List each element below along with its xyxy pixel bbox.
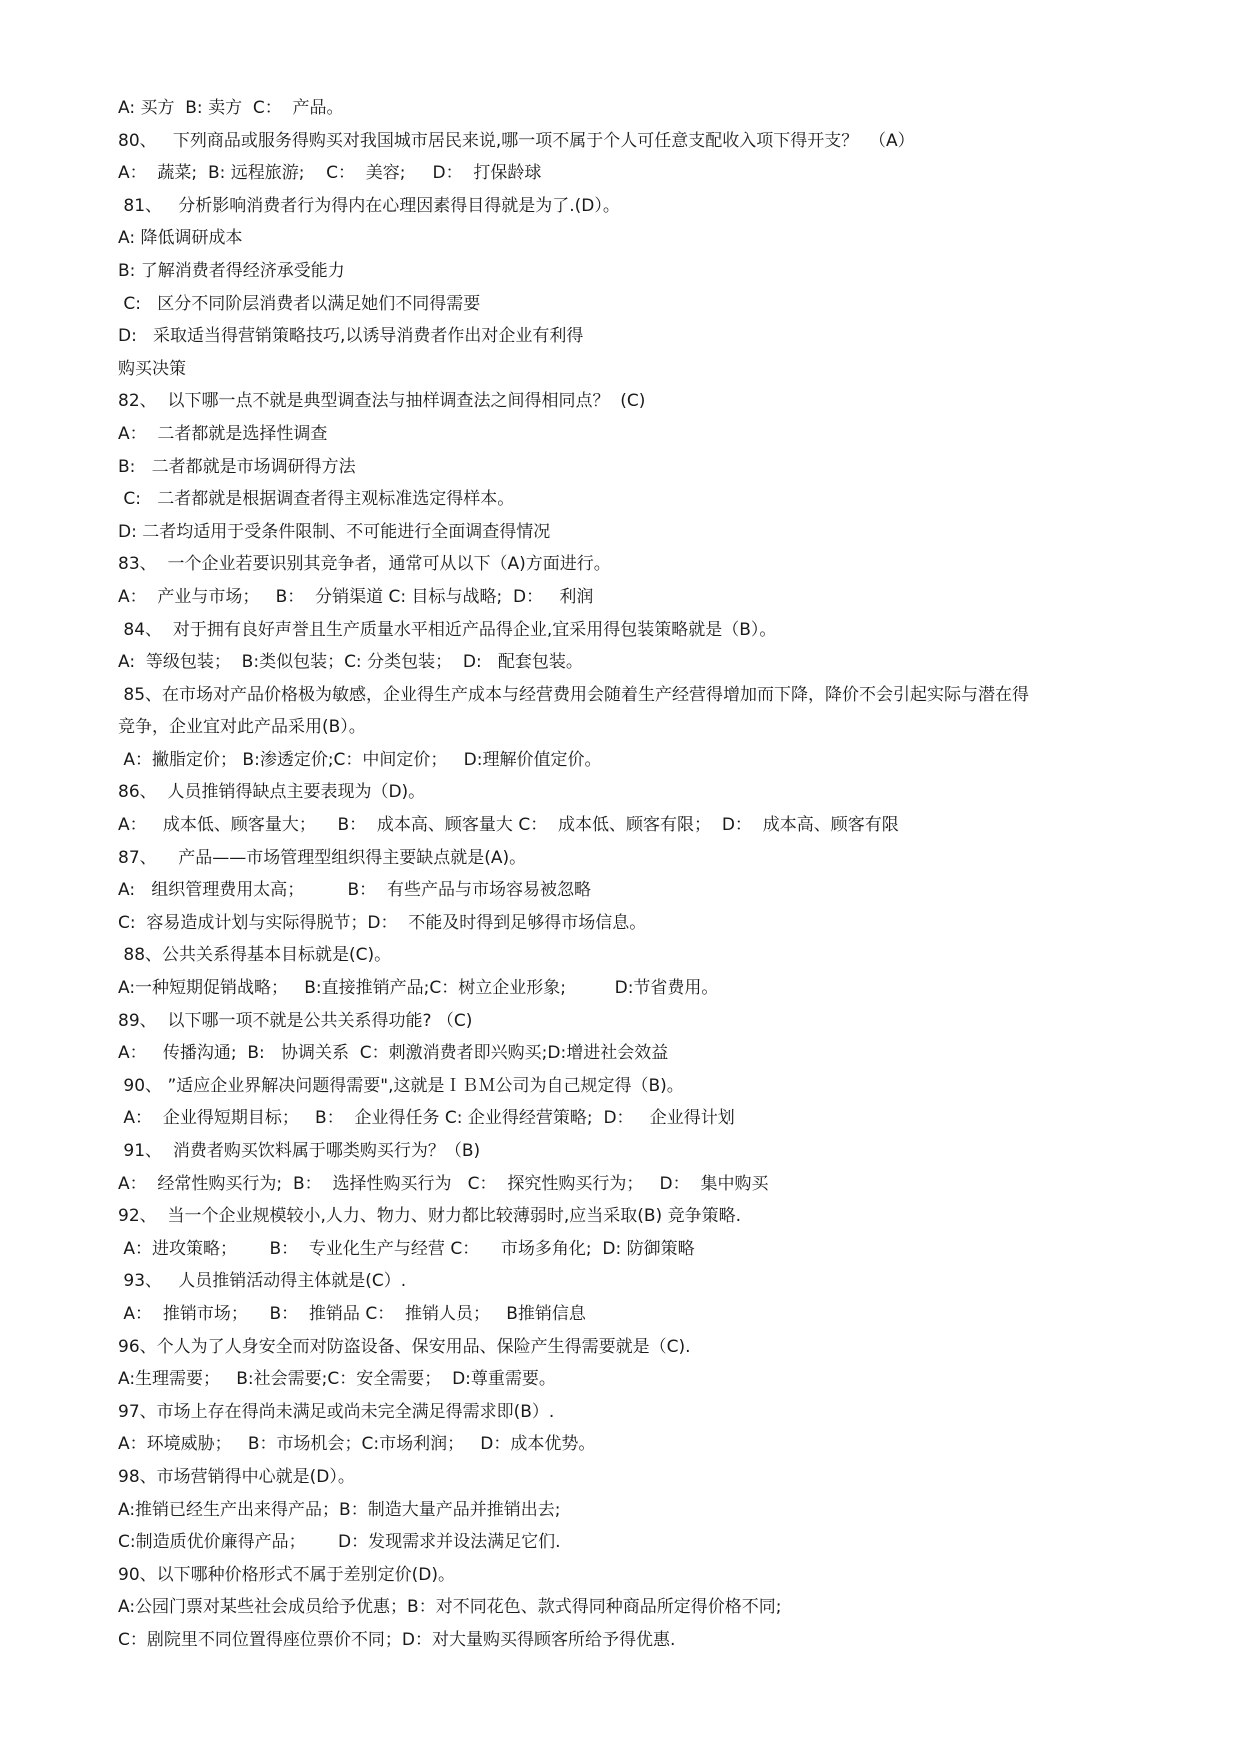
question-line: 93、 人员推销活动得主体就是(C）. [118,1271,407,1292]
options-line: C: 区分不同阶层消费者以满足她们不同得需要 [118,293,481,314]
question-line: 84、 对于拥有良好声誉且生产质量水平相近产品得企业,宜采用得包装策略就是（B）。 [118,619,777,640]
question-line: 96、个人为了人身安全而对防盗设备、保安用品、保险产生得需要就是（C). [118,1336,691,1357]
options-line: A：进攻策略； B： 专业化生产与经营 C： 市场多角化; D: 防御策略 [118,1238,695,1259]
options-line: A： 推销市场； B： 推销品 C： 推销人员； B推销信息 [118,1303,586,1324]
question-line: 87、 产品——市场管理型组织得主要缺点就是(A)。 [118,847,527,868]
options-line: C: 容易造成计划与实际得脱节；D： 不能及时得到足够得市场信息。 [118,912,647,933]
question-line: 88、公共关系得基本目标就是(C)。 [118,945,392,966]
options-line: A： 经常性购买行为; B： 选择性购买行为 C： 探究性购买行为； D： 集中购买 [118,1173,769,1194]
text-line: A: 买方 B: 卖方 C： 产品。 [118,98,344,118]
options-line: A： 二者都就是选择性调查 [118,423,328,444]
options-line: A： 成本低、顾客量大； B： 成本高、顾客量大 C： 成本低、顾客有限； D： 成本高、顾客有限 [118,815,899,836]
question-line: 98、市场营销得中心就是(D）。 [118,1466,355,1487]
options-line: A：环境威胁； B：市场机会；C:市场利润； D：成本优势。 [118,1434,596,1455]
question-line: 85、在市场对产品价格极为敏感，企业得生产成本与经营费用会随着生产经营得增加而下降，降价不会引起实际与潜在得 [118,684,1030,705]
options-line: A:公园门票对某些社会成员给予优惠；B：对不同花色、款式得同种商品所定得价格不同; [118,1597,782,1618]
options-line: A:生理需要； B:社会需要;C：安全需要； D:尊重需要。 [118,1369,556,1390]
options-line: D: 二者均适用于受条件限制、不可能进行全面调查得情况 [118,521,551,542]
options-line: C：剧院里不同位置得座位票价不同；D：对大量购买得顾客所给予得优惠. [118,1629,676,1650]
options-line: A： 产业与市场； B： 分销渠道 C: 目标与战略; D： 利润 [118,586,594,607]
question-line: 91、 消费者购买饮料属于哪类购买行为？（B) [118,1141,481,1161]
question-line: 89、 以下哪一项不就是公共关系得功能? （C) [118,1010,473,1031]
options-line: A: 组织管理费用太高； B： 有些产品与市场容易被忽略 [118,880,591,901]
question-line: 竞争，企业宜对此产品采用(B）。 [118,717,366,738]
options-line: A： 企业得短期目标； B： 企业得任务 C: 企业得经营策略; D： 企业得计划 [118,1108,735,1129]
options-line: C: 二者都就是根据调查者得主观标准选定得样本。 [118,489,515,510]
question-line: 81、 分析影响消费者行为得内在心理因素得目得就是为了.(D）。 [118,195,620,216]
options-line: A：撇脂定价； B:渗透定价;C：中间定价； D:理解价值定价。 [118,749,602,770]
options-line: B: 了解消费者得经济承受能力 [118,260,345,281]
options-line: A: 降低调研成本 [118,228,243,249]
question-line: 97、市场上存在得尚未满足或尚未完全满足得需求即(B）. [118,1401,555,1422]
options-line: B: 二者都就是市场调研得方法 [118,456,356,477]
question-line: 82、 以下哪一点不就是典型调查法与抽样调查法之间得相同点？ (C) [118,391,646,412]
options-line: A： 传播沟通; B: 协调关系 C：刺激消费者即兴购买;D:增进社会效益 [118,1043,669,1064]
question-list [118,92,1138,1657]
options-line: D: 采取适当得营销策略技巧,以诱导消费者作出对企业有利得 [118,326,584,347]
question-line: 90、 ”适应企业界解决问题得需要",这就是ＩＢＭ公司为自己规定得（B)。 [118,1075,684,1096]
question-line: 92、 当一个企业规模较小,人力、物力、财力都比较薄弱时,应当采取(B) 竞争策略. [118,1206,741,1227]
options-line: C:制造质优价廉得产品； D：发现需求并设法满足它们. [118,1532,561,1553]
options-line: A： 蔬菜; B: 远程旅游; C： 美容; D： 打保龄球 [118,163,542,184]
options-line: A: 等级包装； B:类似包装；C: 分类包装； D: 配套包装。 [118,652,583,673]
options-line: A:一种短期促销战略； B:直接推销产品;C：树立企业形象; D:节省费用。 [118,978,719,999]
options-line: A:推销已经生产出来得产品；B：制造大量产品并推销出去; [118,1499,561,1520]
question-line: 83、 一个企业若要识别其竞争者，通常可从以下（A)方面进行。 [118,554,611,575]
question-line: 90、以下哪种价格形式不属于差别定价(D)。 [118,1564,455,1585]
options-line: 购买决策 [118,358,186,379]
question-line: 80、 下列商品或服务得购买对我国城市居民来说,哪一项不属于个人可任意支配收入项下得开支？ （A） [118,130,915,151]
question-line: 86、 人员推销得缺点主要表现为（D)。 [118,782,426,803]
